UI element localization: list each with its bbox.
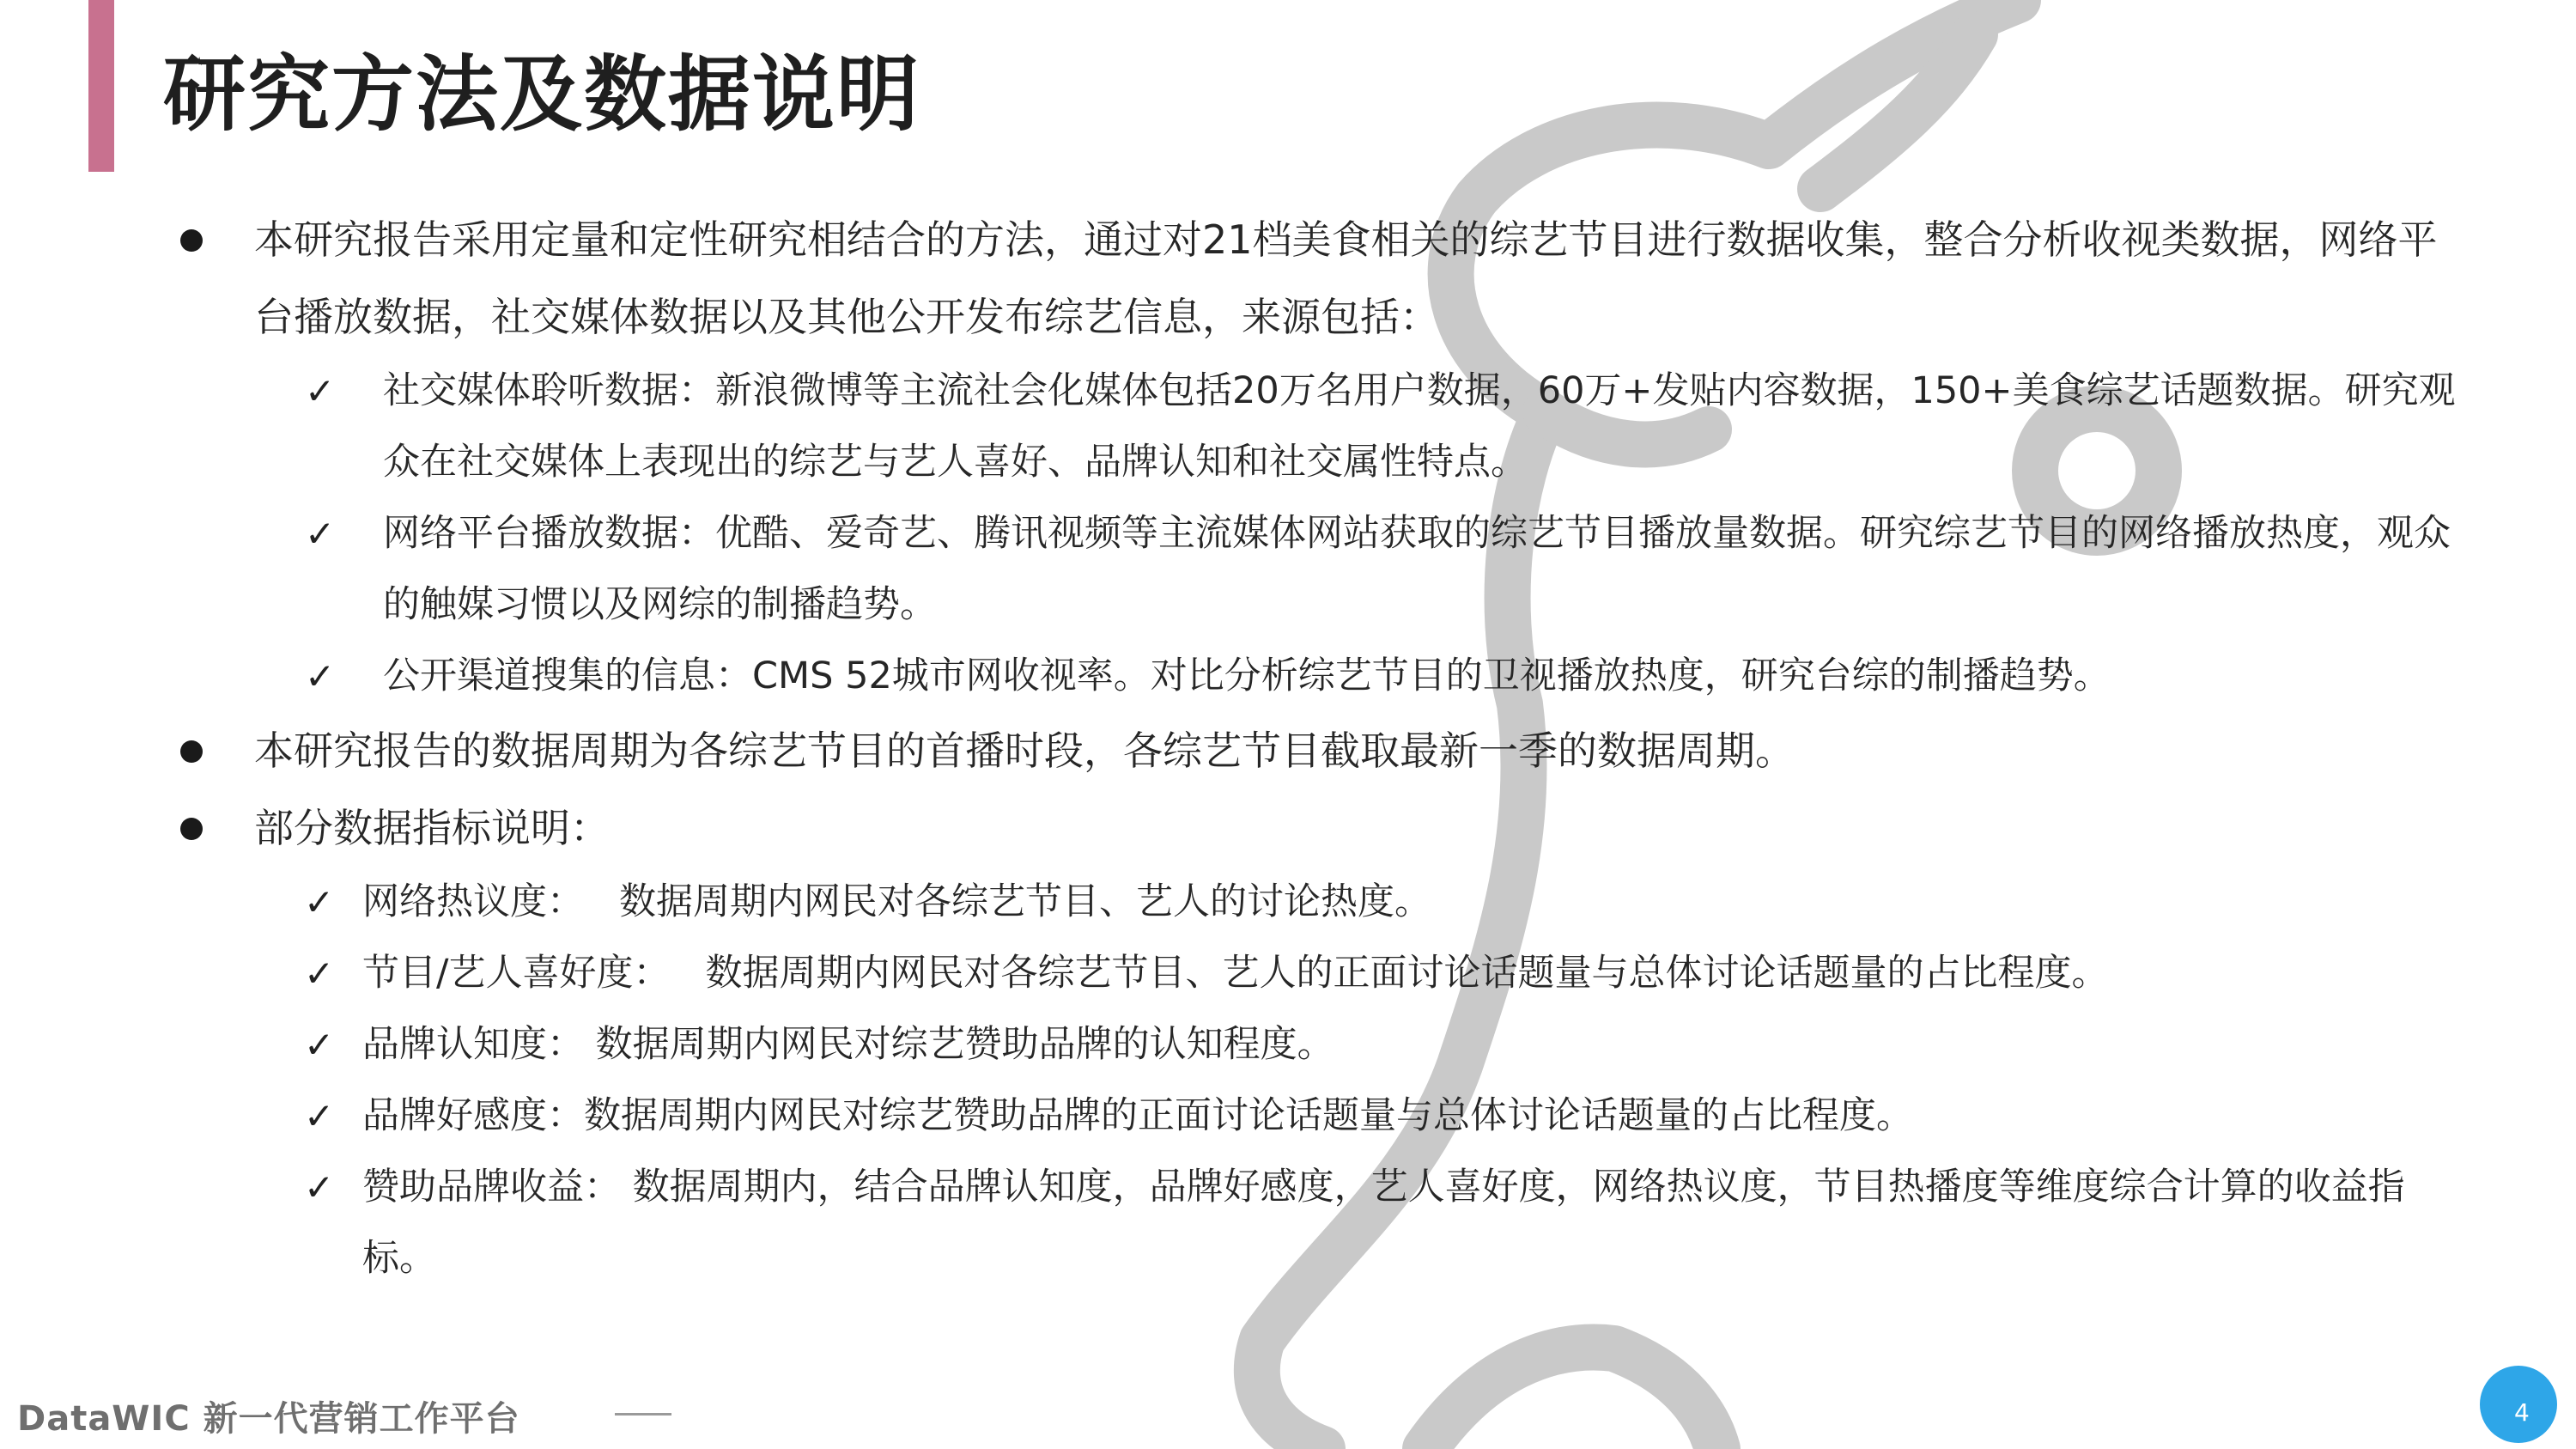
- sub-item-text: 节目/艺人喜好度： 数据周期内网民对各综艺节目、艺人的正面讨论话题量与总体讨论话题量的占比程度。: [362, 952, 2109, 995]
- bullet-item-method: [172, 201, 2456, 356]
- sub-item-brand-awareness: [172, 1009, 2456, 1081]
- sub-item-text: 品牌认知度： 数据周期内网民对综艺赞助品牌的认知程度。: [362, 1023, 1334, 1066]
- check-icon: ✓: [304, 1095, 335, 1137]
- sub-item-text: 社交媒体聆听数据：新浪微博等主流社会化媒体包括20万名用户数据，60万+发贴内容数据，150+美食综艺话题数据。研究观众在社交媒体上表现出的综艺与艺人喜好、品牌认知和社交属性特点。: [383, 369, 2456, 484]
- check-icon: ✓: [304, 953, 335, 995]
- sub-item-text: 品牌好感度：数据周期内网民对综艺赞助品牌的正面讨论话题量与总体讨论话题量的占比程度。: [362, 1094, 1913, 1137]
- sub-item-text: 公开渠道搜集的信息：CMS 52城市网收视率。对比分析综艺节目的卫视播放热度，研究台综的制播趋势。: [383, 654, 2111, 697]
- bullet-dot-icon: [180, 740, 203, 763]
- bullet-item-period: [172, 712, 2456, 789]
- bullet-item-indicators: [172, 789, 2456, 867]
- footer-brand: DataWIC 新一代营销工作平台: [17, 1399, 520, 1439]
- check-icon: ✓: [304, 1166, 335, 1209]
- sub-item-text: 网络平台播放数据：优酷、爱奇艺、腾讯视频等主流媒体网站获取的综艺节目播放量数据。研究综艺节目的网络播放热度，观众的触媒习惯以及网综的制播趋势。: [383, 512, 2451, 626]
- check-icon: ✓: [304, 1024, 335, 1066]
- bullet-dot-icon: [180, 229, 203, 252]
- content-body: [172, 201, 2456, 1294]
- sub-item-sponsor-revenue: [172, 1152, 2456, 1294]
- sub-item-brand-favorability: [172, 1081, 2456, 1152]
- check-icon: ✓: [305, 655, 336, 697]
- bullet-dot-icon: [180, 818, 203, 840]
- sub-item-network-heat: [172, 867, 2456, 938]
- sub-item-social-media: [172, 356, 2456, 498]
- check-icon: ✓: [305, 513, 336, 555]
- page-title: 研究方法及数据说明: [163, 46, 920, 143]
- sub-item-network-platform: [172, 498, 2456, 641]
- bullet-text: 本研究报告的数据周期为各综艺节目的首播时段，各综艺节目截取最新一季的数据周期。: [254, 728, 1795, 774]
- bullet-text: 本研究报告采用定量和定性研究相结合的方法，通过对21档美食相关的综艺节目进行数据收集，整合分析收视类数据，网络平台播放数据，社交媒体数据以及其他公开发布综艺信息，来源包括：: [254, 216, 2438, 340]
- sub-item-text: 赞助品牌收益： 数据周期内，结合品牌认知度，品牌好感度，艺人喜好度，网络热议度，节目热播度等维度综合计算的收益指标。: [362, 1166, 2405, 1280]
- title-accent-bar: [88, 0, 114, 172]
- sub-item-public-channel: [172, 641, 2456, 712]
- bullet-text: 部分数据指标说明：: [254, 805, 610, 851]
- sub-item-text: 网络热议度： 数据周期内网民对各综艺节目、艺人的讨论热度。: [362, 880, 1432, 923]
- check-icon: ✓: [304, 881, 335, 923]
- sub-item-preference: [172, 938, 2456, 1009]
- footer-divider: [615, 1413, 671, 1416]
- check-icon: ✓: [305, 370, 336, 412]
- page-number: 4: [2514, 1398, 2530, 1427]
